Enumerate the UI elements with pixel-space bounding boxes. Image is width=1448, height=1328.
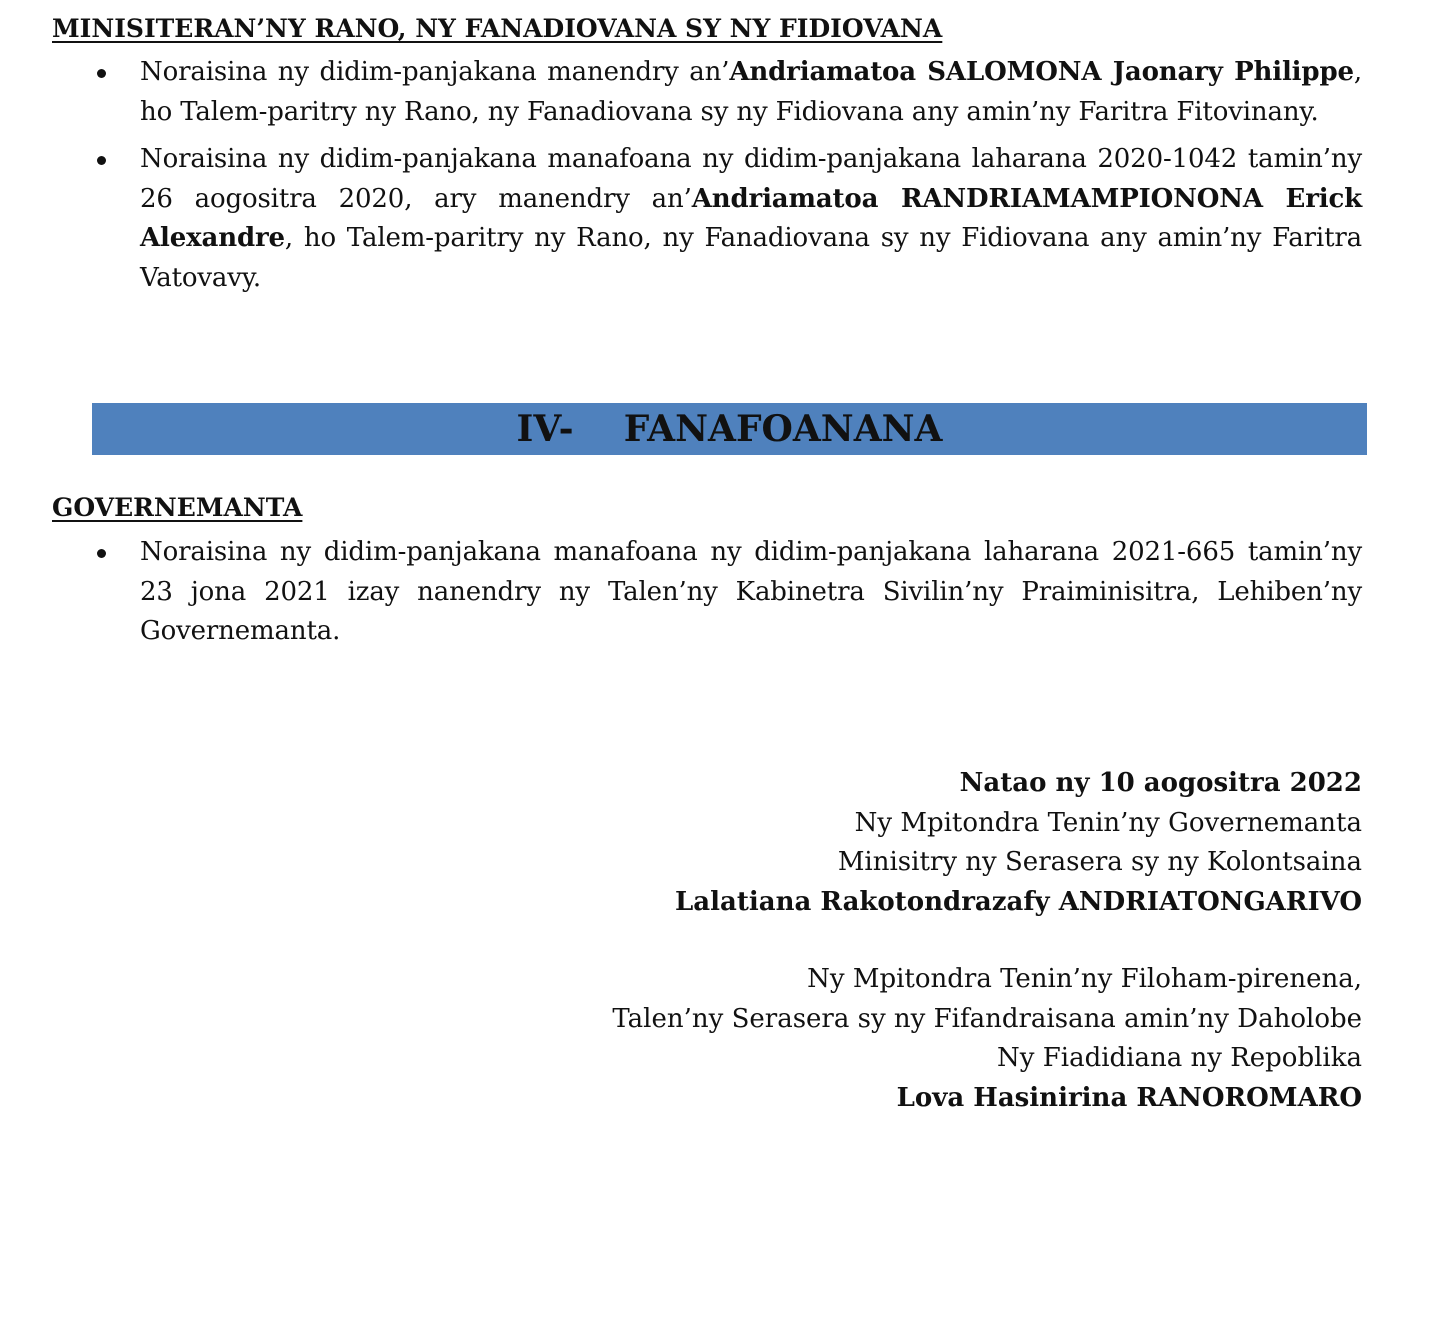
section-heading-government: GOVERNEMANTA [52,493,303,522]
item-text: , ho Talem-paritry ny Rano, ny Fanadiovana sy ny Fidiovana any amin’ny Faritra Fitovinany. [140,57,1362,127]
bullet-icon [97,549,106,558]
government-bullet-list [140,533,1362,660]
section-banner [92,403,1367,455]
appointee-name: Andriamatoa SALOMONA Jaonary Philippe [729,57,1354,87]
signatory-name: Lalatiana Rakotondrazafy ANDRIATONGARIVO [674,886,1362,917]
signature-title-line: Ny Fiadidiana ny Repoblika [997,1043,1362,1073]
ministry-bullet-list [140,53,1362,306]
list-item [140,533,1362,652]
item-text: , ho Talem-paritry ny Rano, ny Fanadiovana sy ny Fidiovana any amin’ny Faritra Vatovavy. [140,223,1362,293]
list-item [140,53,1362,132]
bullet-icon [97,69,106,78]
item-text: Noraisina ny didim-panjakana manafoana ny didim-panjakana laharana 2020-1042 tamin’ny 26 aogositra 2020, ary manendry an’ [140,144,1362,214]
item-text: Noraisina ny didim-panjakana manafoana ny didim-panjakana laharana 2021-665 tamin’ny 23 jona 2021 izay nanendry ny Talen’ny Kabinetra Sivilin’ny Praiminisitra, Lehiben’ny Governemanta. [140,537,1362,646]
signature-date: Natao ny 10 aogositra 2022 [959,768,1362,798]
appointee-name: Andriamatoa RANDRIAMAMPIONONA Erick Alexandre [140,183,1363,253]
section-heading-ministry: MINISITERAN’NY RANO, NY FANADIOVANA SY NY FIDIOVANA [52,14,943,43]
signature-title-line: Ny Mpitondra Tenin’ny Filoham-pirenena, [807,964,1362,994]
signature-title-line: Talen’ny Serasera sy ny Fifandraisana amin’ny Daholobe [612,1003,1362,1034]
signature-block-1 [675,764,1362,922]
signature-title-line: Minisitry ny Serasera sy ny Kolontsaina [837,847,1362,877]
banner-title: IV- FANAFOANANA [516,408,943,450]
signature-title-line: Ny Mpitondra Tenin’ny Governemanta [854,807,1362,838]
item-text: Noraisina ny didim-panjakana manendry an’ [140,57,730,87]
list-item [140,140,1362,298]
bullet-icon [97,156,106,165]
signature-block-2 [612,960,1362,1118]
signatory-name: Lova Hasinirina RANOROMARO [896,1082,1362,1113]
